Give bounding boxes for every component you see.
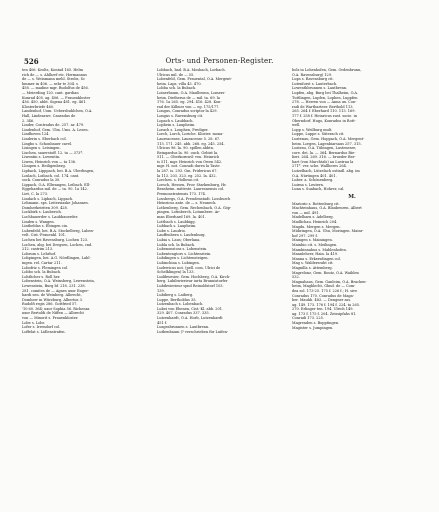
- register-line: von — mil. 491.: [292, 210, 320, 215]
- running-head: Orts- und Personen-Register.: [165, 57, 274, 65]
- register-line: Lochen bei Ravensburg, Lochen 123.: [22, 237, 89, 242]
- register-line: Laureacense, Lauracense 5. 28. 67.: [157, 136, 221, 141]
- register-line: Lobba sch. la Bubach.: [157, 86, 197, 91]
- register-line: Madelbarn s. Adelberg.: [292, 215, 334, 220]
- register-line: Lockbirk s. Lauberich.: [22, 210, 62, 215]
- register-line: 281. comites de — Agnes uxor Enger-: [22, 288, 89, 293]
- register-line: Lochen, abg. bei Dregsen, Lochen, cnd.: [22, 242, 93, 247]
- register-line: Liwentin s. Lowentin.: [22, 155, 61, 160]
- register-line: Lubibwierieur spnd Reinoldstorf 103.: [157, 283, 224, 288]
- register-line: Mannleheer, Hain. la 419.: [292, 252, 339, 257]
- register-line: Lipbach, Lipppach, bei. B.A. Uberlingen,: [22, 169, 95, 174]
- register-line: ten 406. Krolts, Kontad 165. Helm: [22, 68, 83, 72]
- register-line: de — s. Weinmann mehl. Strobs, Sc: [22, 77, 86, 82]
- register-line: 271*. ver. sche. Wallheres 264.: [292, 164, 347, 169]
- register-line: Lehmann. sps. Leitersiaske Johannes.: [22, 201, 89, 206]
- register-line: Lutzenhardt, O.A. Horb, Lutzenhardt: [157, 316, 223, 321]
- register-line: Lubinchina s. Lubingen.: [157, 260, 200, 265]
- register-line: 176. 1a 265. eg. 294. 416. 428. Kon-: [157, 100, 222, 105]
- register-line: 511. — Oberkornwil: ven. Heinrich: [157, 155, 220, 160]
- register-column-3: [292, 68, 412, 330]
- register-line: bolz in Lohenhofen, Gem. Ordenbrunn,: [292, 68, 362, 72]
- register-line: core. dei. la. — 364. Bernardus Rie-: [292, 150, 356, 155]
- register-line: Lindhoven 124.: [22, 132, 50, 137]
- register-line: Lutenforst s. Lauterbach.: [292, 81, 338, 86]
- register-line: Lauffenbern s. Laufenburg.: [157, 233, 206, 238]
- register-line: ber. Mauhb. 483. — Dengner ass.: [292, 298, 352, 303]
- register-line: rad der Kilburz von — eg. 175/177.: [157, 104, 220, 109]
- register-line: heim. Laps. villa 43. 470.: [157, 81, 202, 86]
- register-line: Longus, Conradus scriptor la 429.: [157, 109, 218, 114]
- register-line: 532.: [292, 275, 300, 280]
- register-line: pingen. Lotinberch, Lotumbere. Ar-: [157, 210, 221, 215]
- register-line: 265. 264 f. Eberhard 110. 113. 169.: [292, 109, 356, 114]
- register-line: Luna s. Suabach, Hohrer, cal.: [292, 187, 345, 192]
- register-line: Lube s. Laudrio.: [157, 228, 186, 233]
- register-line: O.A. Ravensburg) 129.: [292, 72, 333, 77]
- register-line: Heinricus ante. de — s. Neuneck.: [157, 201, 217, 206]
- register-line: Luppe, Bertholdus 35.: [157, 297, 197, 302]
- register-line: Linderin s. Eberbach col.: [22, 136, 67, 141]
- register-line: Lustrau, O.A. Tübingen, Lustenesre,: [292, 146, 357, 151]
- register-line: Lupfen, abg. Burg bei Thalheim, O.A.: [292, 90, 359, 95]
- register-line: Lowenthbrunnen s. Lautbrenn.: [292, 86, 348, 91]
- register-line: Lorch, Lorch, Loriche. Kloster. mona-: [157, 132, 224, 137]
- register-line: Lubenfeld, bei. B.A. Stockelberg, Laben-: [22, 228, 94, 233]
- register-line: Lutzenbach s. Lobenbach.: [157, 302, 204, 307]
- register-line: Ludibwesier, Gem. Hochberg, O.A. Kirch-: [157, 274, 231, 279]
- register-line: Loinerbaum, O.A. Maulbronn, Lomers-: [157, 90, 226, 95]
- register-line: Longus s. Ravensburg cit.: [157, 113, 204, 118]
- register-line: Magrelonz, Gem. Routz, O.A. Waiblen: [292, 270, 359, 275]
- register-line: Loffelat s. Lidlenstrafen.: [22, 329, 66, 334]
- register-line: Mambinnahus s. Mahlenhofen.: [292, 247, 347, 252]
- register-line: Lottbach s. Laubbigg.: [157, 219, 196, 224]
- register-line: Lobenfeld, Gem. Frauental, O.A. Mergent-: [157, 77, 232, 82]
- register-line: Lubentengtors s. Lichtenstein.: [157, 251, 212, 256]
- register-line: Bensheim. mitteste. Lauresnensis col.: [157, 187, 225, 192]
- register-line: uxor Bertoldi de Niffen — Albrecht: [22, 311, 84, 316]
- register-line: Lohtlicher s. Roll her.: [22, 274, 61, 279]
- register-line: Lubenonstoss s. Lobenstein.: [157, 247, 208, 252]
- register-line: 139.: [157, 288, 165, 293]
- register-line: Liet, C. la 273.: [22, 192, 49, 197]
- register-line: Oberndorf. Hugo, Konradus in Rott-: [292, 118, 356, 123]
- register-line: velt. Cist.-Frauenkl. 101.: [22, 233, 67, 238]
- register-line: Lindenhof, Gem. Ulm. Ums. A. Lesen.: [22, 127, 89, 132]
- register-line: Loslach, Loibach. col. 174. cant.: [22, 173, 80, 178]
- register-line: Lutzelbach, Lützelach ostindl. abg. im: [292, 169, 360, 174]
- register-line: Lusgesbrunnen s. Lautbrenn.: [157, 325, 210, 330]
- register-line: Mainhio cit. s. Meilingen.: [292, 242, 338, 247]
- register-line: Magrenden s. Bopptingen.: [292, 321, 340, 326]
- register-line: '10 60. 364; uxor Sophia 56. Richenza: [22, 306, 90, 311]
- register-line: Klosterbriefe 460.: [22, 104, 55, 109]
- register-column-2: [157, 68, 277, 334]
- register-line: Domherkeiriten 309. 428.: [22, 205, 68, 210]
- register-line: ingen. rel. Cartar 211.: [22, 260, 62, 265]
- register-line: Lups s. Ravensburg cit.: [292, 77, 334, 82]
- register-line: Lustenau, Gem. Hoppach, O.A. Mergent-: [292, 136, 365, 141]
- register-line: Madlichau. Heinrich 204.: [292, 220, 338, 224]
- register-line: radi de Wartbarteer. Berthold 113.: [292, 104, 354, 109]
- register-line: — Meierding 120. cant. gardian: [22, 90, 79, 95]
- register-line: Lorchen. s. Holbron cit.: [157, 178, 200, 183]
- register-line: 451 f.: [157, 320, 168, 325]
- register-line: Rudolfi regis 286. Gottfried 57.: [22, 302, 78, 307]
- register-line: Lopach s. Laubbach.: [157, 118, 194, 123]
- register-line: Luirna s. Leutern.: [292, 182, 325, 187]
- register-line: Hall, Lindesawe. Canradus de: [22, 113, 76, 118]
- register-line: Magnahaus, Gem. Ganleim, O.A. Bracken-: [292, 279, 367, 284]
- register-line: la 113. 203. 323. eg. 252. la. 432.: [157, 173, 217, 178]
- page-number: 526: [24, 57, 39, 66]
- register-line: Lintbeldas s. Ebingen cin.: [22, 224, 69, 229]
- register-line: Luber. a. Schönenberg.: [292, 178, 334, 183]
- register-line: Lobbach, bad. B.A. Mosbach, Lorbach.: [157, 68, 226, 72]
- register-line: Lorach s. Louphen, Prediger.: [157, 127, 209, 132]
- register-line: 458. — madine mgr. Rudolfus de 456.: [22, 86, 89, 91]
- register-line: Liwen, Heinrich von — ta 136.: [22, 159, 77, 164]
- register-line: 436. 450. abbt. Sigena 481. eg. 461.: [22, 100, 87, 105]
- register-line: Lobbo sch. la Bubach.: [22, 270, 62, 275]
- register-line: heim, Maghlecht, Ghnd. de — Com-: [292, 284, 356, 289]
- register-line: 115. 171. 245. abb. 268. eg. 245. 254.: [157, 141, 225, 146]
- register-line: Lewenstein, Burg bf. 218. 231. 238.: [22, 283, 86, 288]
- register-line: Linder, Contradus de. 257. nr. 479.: [22, 123, 85, 128]
- register-line: Lingbo s. Schonbauer cavel.: [22, 141, 73, 146]
- register-line: Lubiberg s. Laiberg.: [157, 293, 194, 298]
- register-line: Machteinhaus, O.A. Blaubeuren. Albert: [292, 206, 362, 211]
- register-line: 329. 407. Conradus 337. 335.: [157, 311, 210, 316]
- register-line: Landenhof, Uom. Uebersbuhlchen, O.A.: [22, 109, 93, 114]
- register-line: Mag s. Waldersraht cit.: [292, 261, 334, 266]
- register-line: sock. Conradus la 30.: [22, 178, 61, 183]
- register-line: Manna s. Erkersdingen col.: [292, 256, 341, 261]
- register-line: Lloupen s. Heiligenberg.: [22, 164, 66, 169]
- register-line: Lophein s. Laupheim.: [157, 123, 196, 128]
- register-line: Lindach s. Lipbach, Lippach.: [22, 196, 74, 201]
- register-line: O.A. Nürtingen 401. 401.: [292, 173, 337, 178]
- register-line: Maingen s. Mainingen.: [292, 238, 333, 243]
- register-line: Lischen, sauerstoff. 12. ta — 373*.: [22, 150, 84, 155]
- register-line: Premonstratensis 173. 174.: [157, 192, 206, 197]
- register-line: 278. — Herren von — Anna ux. Con-: [292, 100, 357, 105]
- section-letter: M.: [348, 194, 356, 201]
- register-line: Magnilla s. Attemberg.: [292, 265, 333, 270]
- register-line: man Eberhard 169. la. 401.: [157, 215, 206, 219]
- register-line: ag. 149. 173. 176 f. 194 f. 224. ta 265.: [292, 302, 361, 307]
- register-line: Lochbauerder s. Laubbauerder.: [22, 215, 79, 219]
- register-line: Lisingen s. Leisingen.: [22, 146, 61, 151]
- register-line: Lobofriz s. Flemingen col.: [22, 265, 69, 270]
- register-line: 212. castrim 213.: [22, 247, 54, 252]
- register-line: von — Minorit s. Frauenkloster.: [22, 316, 79, 321]
- register-line: Magister s. Jumpingen.: [292, 325, 334, 330]
- register-line: Lofer s. Irrendorf col.: [22, 325, 61, 330]
- register-line: Domherr in Würzburg. Albertus 3.: [22, 297, 83, 302]
- register-line: 2. 346.: [22, 118, 35, 123]
- register-line: Lubbach s. Laupheim.: [157, 224, 197, 229]
- register-column-1: [22, 68, 142, 334]
- register-line: heim. Dietherus de — mil. ta. 69. la: [157, 95, 220, 100]
- register-line: heim. Lorgen, Lagenbiarsaus 257. 315.: [292, 141, 362, 146]
- register-line: Lopp s. Weilburg mult.: [292, 127, 333, 132]
- register-line: Lothenberg, Gem. Rechenbach, O.A. Göp-: [157, 205, 232, 210]
- register-line: Tuttlingen, Lupfen, Lophen, Luppfen: [292, 95, 358, 100]
- register-line: Luppe, Luppe s. Süterach cit.: [292, 132, 345, 137]
- register-line: Eggehardus mil. de — ta. 90. 1a 142.: [22, 187, 88, 192]
- register-line: Reingardus la. 90. ouch. Gebist la.: [157, 150, 219, 155]
- register-line: Lorsch, Hessen, Prov. Starkenburg, Hr.: [157, 182, 227, 187]
- register-line: Lobenstein, O.A. Weinsberg, Lewenstein,: [22, 279, 95, 284]
- register-line: Lossbergs, O.A. Freudenstadt. Lossburch: [157, 196, 231, 201]
- register-line: Linden s. Wangen.: [22, 219, 55, 224]
- register-line: Lutbenbaum (? verschrieben für Luifen-: [157, 329, 229, 334]
- register-line: ag. 173 f. 175 f. 204. Zeissipfahs 81.: [292, 311, 357, 316]
- register-line: Conradus 170. Conradus de Maga-: [292, 293, 354, 298]
- register-line: berg. Lubibwierieur iurta Brunnistorfer: [157, 279, 228, 284]
- register-line: Conradi 173. 225.: [292, 316, 324, 321]
- register-line: hardi sen. de Weinberg. Albrecht,: [22, 293, 82, 298]
- register-line: Ulricus 96. la. 90. spillen abbtn.: [157, 146, 214, 151]
- register-line: Kunrad 405. ag. 406. — Frauenkloster: [22, 95, 91, 100]
- register-line: Lobrum s. Lehrhof.: [22, 251, 57, 256]
- register-line: la 287. is. 293. Gm. Fridericus 67.: [157, 169, 218, 174]
- register-line: Lubla sch. la Bubach.: [157, 242, 196, 247]
- register-line: well.: [292, 123, 301, 128]
- register-line: rich de — s. Ahlherf etc. Hermannus: [22, 72, 87, 77]
- register-line: Lippach, O.A. Ellwangen, Leibach. Ell-: [22, 182, 91, 187]
- register-line: Schelklingen) la 133.: [157, 270, 195, 275]
- register-line: Lobe s. Lobr.: [22, 320, 45, 325]
- register-line: Mühringen, O.A. Uhu, Moringen. Mainr-: [292, 229, 364, 234]
- register-line: lieri. 264. 269. 316. — brueder Ber-: [292, 155, 356, 160]
- register-line: Lubia s. Laus; Oberlana.: [157, 237, 201, 242]
- register-line: Magdu. Mergen s. Mergen.: [292, 224, 341, 229]
- register-line: hmmer in 406. — sehr te 304. s: [22, 81, 78, 86]
- register-line: dea sol. 173-25. 175 f. 226 f.; H. sive: [292, 288, 358, 293]
- register-line: 177 f. 258 f. Heinricus zust. socie. in: [292, 113, 357, 118]
- register-line: mgr. H. not. Conradi durrn la Taste: [157, 164, 220, 169]
- register-line: Ulricus mil. de — 55.: [157, 72, 195, 77]
- register-line: is 511. mgr. Heinrich von Owen 542.: [157, 159, 223, 164]
- register-line: Lubdingen s. Lichtensteigen.: [157, 256, 209, 261]
- register-line: Lubei von Ebenen, Cist.-Kl. abb. 201.: [157, 306, 224, 311]
- register-line: Lohpingen, bei. A.G. Nördlingen, Lahl-: [22, 256, 91, 261]
- register-line: Mariorio s. Rottenburg cit.: [292, 201, 340, 206]
- register-line: 270. Erlinger ten. 194. Ulrich 149.: [292, 307, 354, 312]
- register-line: hof 297. 299 f.: [292, 233, 318, 238]
- register-line: hart (von Marchtals) au Lustrau la: [292, 159, 354, 164]
- register-line: Ludewicus not. (pell. com. Ulrici de: [157, 265, 221, 270]
